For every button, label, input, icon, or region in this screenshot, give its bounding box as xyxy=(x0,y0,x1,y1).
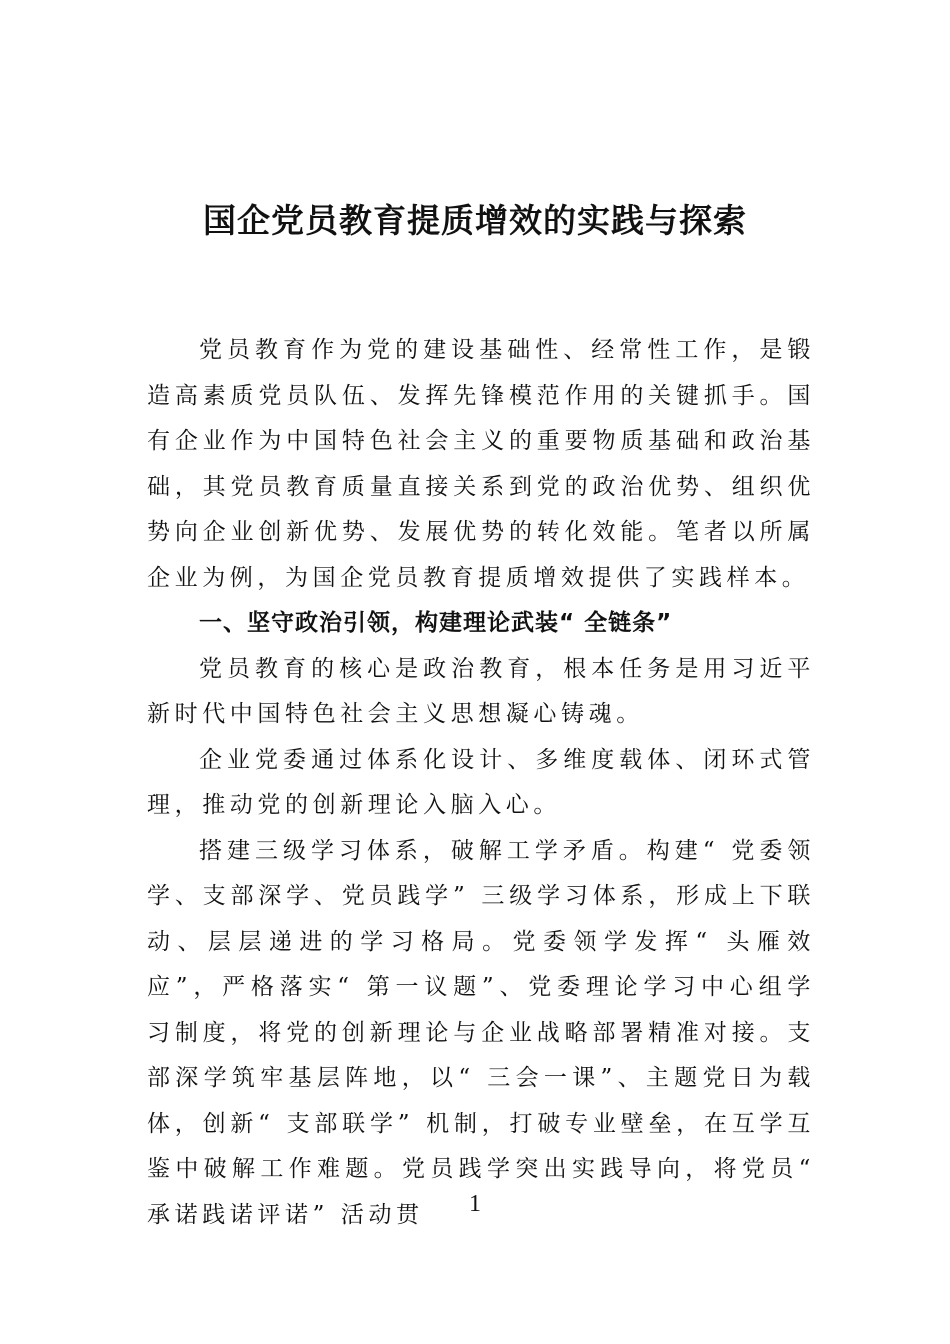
document-title: 国企党员教育提质增效的实践与探索 xyxy=(203,201,747,240)
paragraph-three-level-system: 搭建三级学习体系，破解工学矛盾。构建“ 党委领学、支部深学、党员践学” 三级学习体系，形成上下联动、层层递进的学习格局。党委领学发挥“ 头雁效应”，严格落实“ 第一议题”、党委理论学习中心组学习制度，将党的创新理论与企业战略部署精准对接。支部深学筑牢基层阵地，以“ 三会一课”、主题党日为载体，创新“ 支部联学” 机制，打破专业壁垒，在互学互鉴中破解工作难题。党员践学突出实践导向，将党员“ 承诺践诺评诺” 活动贯 xyxy=(147,837,815,1228)
paragraph-intro: 党员教育作为党的建设基础性、经常性工作，是锻造高素质党员队伍、发挥先锋模范作用的关键抓手。国有企业作为中国特色社会主义的重要物质基础和政治基础，其党员教育质量直接关系到党的政治优势、组织优势向企业创新优势、发展优势的转化效能。笔者以所属企业为例，为国企党员教育提质增效提供了实践样本。 xyxy=(147,337,815,591)
document-body xyxy=(147,328,815,1238)
page-number: 1 xyxy=(469,1191,481,1217)
paragraph-core: 党员教育的核心是政治教育，根本任务是用习近平新时代中国特色社会主义思想凝心铸魂。 xyxy=(147,655,815,727)
section-heading-1: 一、坚守政治引领，构建理论武装“ 全链条” xyxy=(199,610,673,636)
paragraph-party-committee: 企业党委通过体系化设计、多维度载体、闭环式管理，推动党的创新理论入脑入心。 xyxy=(147,746,815,818)
